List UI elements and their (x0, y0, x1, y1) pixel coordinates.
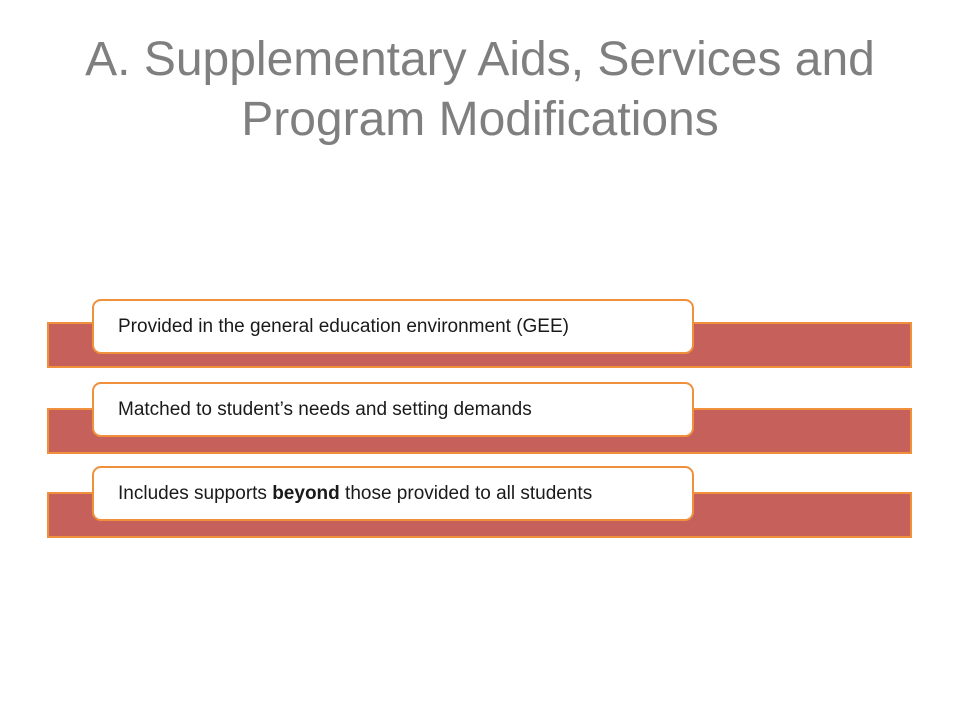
item-text-end: those provided to all students (339, 482, 593, 504)
list-item (0, 381, 960, 471)
item-label-box (92, 466, 694, 521)
item-text (118, 483, 592, 505)
list-item (0, 466, 960, 556)
item-label-box (92, 299, 694, 354)
item-text: Matched to student’s needs and setting demands (118, 398, 532, 420)
list-item (0, 298, 960, 388)
item-text-start: Includes supports (118, 482, 273, 504)
slide-title: A. Supplementary Aids, Services and Program Modifications (85, 33, 875, 146)
item-text: Provided in the general education environment (GEE) (118, 315, 569, 337)
item-text-emphasis: beyond (272, 482, 340, 504)
item-label-box (92, 382, 694, 437)
